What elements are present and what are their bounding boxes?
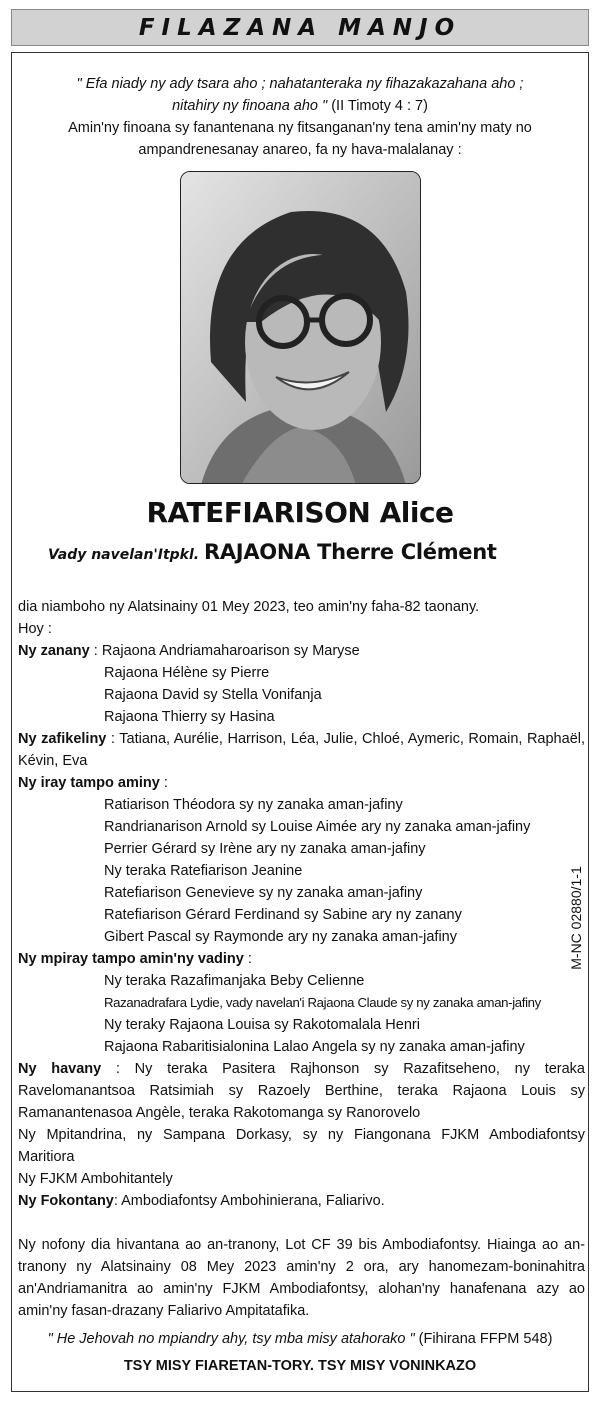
intro-line4: ampandrenesanay anareo, fa ny hava-malalanay : <box>138 142 462 158</box>
intro-quote-text: nitahiry ny finoana aho " <box>172 98 328 114</box>
sibling-item: Ratiarison Théodora sy ny zanaka aman-jafiny <box>104 797 403 813</box>
child-item: Rajaona Hélène sy Pierre <box>104 665 270 681</box>
funeral-paragraph: Ny nofony dia hivantana ao an-tranony, Lot CF 39 bis Ambodiafontsy. Hiainga ao an-tranony ny Alatsinainy 08 Mey 2023 amin'ny 2 ora, ary hanomezam-boninahitra an'Andriamanitra ao amin'ny FJKM Ambodiafontsy, alohan'ny hanafenana azy ao amin'ny fasan-drazany Faliarivo Ampitatafika. <box>18 1237 585 1319</box>
sibling-item: Perrier Gérard sy Irène ary ny zanaka aman-jafiny <box>104 841 426 857</box>
inlaw-item: Rajaona Rabaritisialonina Lalao Angela sy ny zanaka aman-jafiny <box>104 1039 525 1055</box>
relatives-list: : Ny teraka Pasitera Rajhonson sy Razafitseheno, ny teraka Ravelomanantsoa Ratsimiah sy Razoely Berthine, teraka Rajaona Louis sy Ramanantenasoa Angèle, teraka Rakotomanga sy Ranorovelo <box>18 1061 585 1121</box>
hoy-label: Hoy : <box>18 621 52 637</box>
children-label: Ny zanany <box>18 643 90 659</box>
siblings-label: Ny iray tampo aminy <box>18 775 160 791</box>
header-title: FILAZANA MANJO <box>138 14 462 41</box>
fokontany-text: : Ambodiafontsy Ambohinierana, Faliarivo. <box>113 1193 385 1209</box>
intro-line3: Amin'ny finoana sy fanantenana ny fitsanganan'ny tena amin'ny maty no <box>68 120 532 136</box>
inlaw-item: Razanadrafara Lydie, vady navelan'i Rajaona Claude sy ny zanaka aman-jafiny <box>104 995 541 1010</box>
siblings-heading: Ny iray tampo aminy : <box>18 775 168 791</box>
deceased-portrait <box>180 171 421 484</box>
relatives-label: Ny havany <box>18 1061 102 1077</box>
inlaws-label: Ny mpiray tampo amin'ny vadiny <box>18 951 244 967</box>
fokontany-label: Ny Fokontany <box>18 1193 114 1209</box>
intro-quote-line1: " Efa niady ny ady tsara aho ; nahatanteraka ny fihazakazahana aho ; <box>76 76 524 92</box>
sibling-item: Randrianarison Arnold sy Louise Aimée ary ny zanaka aman-jafiny <box>104 819 531 835</box>
inlaw-item: Ny teraka Razafimanjaka Beby Celienne <box>104 973 365 989</box>
sibling-item: Ratefiarison Gérard Ferdinand sy Sabine ary ny zanany <box>104 907 462 923</box>
notice-header <box>11 9 589 46</box>
footer-notice: TSY MISY FIARETAN-TORY. TSY MISY VONINKAZO <box>123 1358 477 1374</box>
relatives-paragraph <box>18 1058 585 1124</box>
fokontany-line <box>18 1190 385 1212</box>
intro-quote-line2 <box>0 95 600 117</box>
child-item: Rajaona Andriamaharoarison sy Maryse <box>101 643 360 659</box>
sibling-item: Ratefiarison Genevieve sy ny zanaka aman-jafiny <box>104 885 423 901</box>
child-item: Rajaona David sy Stella Vonifanja <box>104 687 322 703</box>
child-item: Rajaona Thierry sy Hasina <box>104 709 275 725</box>
portrait-illustration <box>181 172 421 484</box>
inlaw-item: Ny teraky Rajaona Louisa sy Rakotomalala Henri <box>104 1017 420 1033</box>
fjkm-line: Ny FJKM Ambohitantely <box>18 1171 173 1187</box>
grandchildren-paragraph <box>18 728 585 772</box>
children-row-1: Ny zanany : Rajaona Andriamaharoarison sy Maryse <box>18 643 360 659</box>
grandchildren-label: Ny zafikeliny <box>18 731 107 747</box>
closing-quote-ref: (Fihirana FFPM 548) <box>414 1331 553 1347</box>
closing-quote: " He Jehovah no mpiandry ahy, tsy mba misy atahorako " <box>47 1331 415 1347</box>
deceased-name: RATEFIARISON Alice <box>146 496 454 529</box>
spouse-prefix: Vady navelan'Itpkl. <box>48 547 204 563</box>
grandchildren-list: : Tatiana, Aurélie, Harrison, Léa, Julie, Chloé, Aymeric, Romain, Raphaël, Kévin, Eva <box>18 731 586 769</box>
spouse-name: RAJAONA Therre Clément <box>203 540 497 564</box>
spouse-line <box>48 540 497 564</box>
reference-code: M-NC 02880/1-1 <box>568 866 584 970</box>
inlaws-heading: Ny mpiray tampo amin'ny vadiny : <box>18 951 252 967</box>
sibling-item: Gibert Pascal sy Raymonde ary ny zanaka aman-jafiny <box>104 929 457 945</box>
closing-quote-line <box>0 1328 600 1350</box>
church-paragraph: Ny Mpitandrina, ny Sampana Dorkasy, sy ny Fiangonana FJKM Ambodiafontsy Maritiora <box>18 1127 585 1165</box>
intro-quote-ref: (II Timoty 4 : 7) <box>327 98 428 114</box>
death-statement: dia niamboho ny Alatsinainy 01 Mey 2023, teo amin'ny faha-82 taonany. <box>18 599 480 615</box>
sibling-item: Ny teraka Ratefiarison Jeanine <box>104 863 303 879</box>
